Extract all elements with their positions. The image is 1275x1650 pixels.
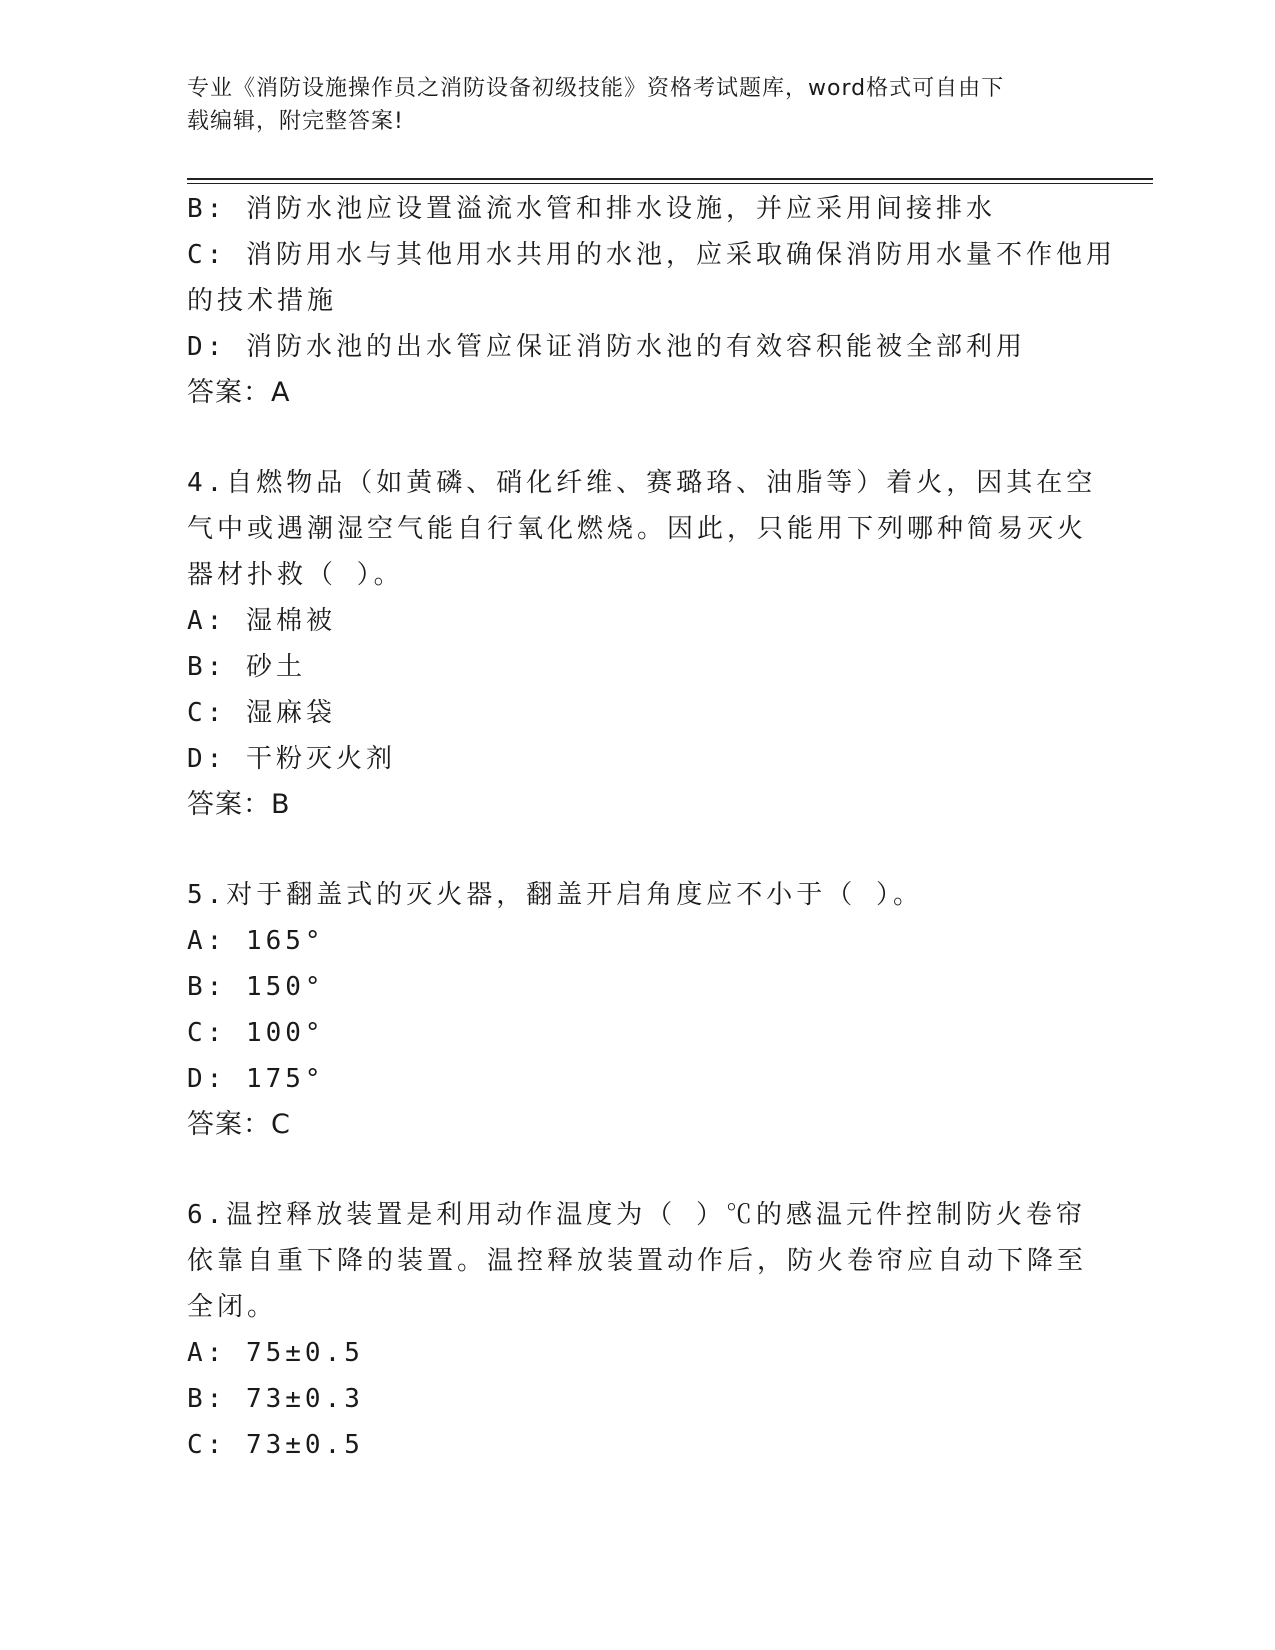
q3-option-c-line-2: 的技术措施	[187, 286, 338, 316]
q4-stem-line-2: 气中或遇潮湿空气能自行氧化燃烧。因此，只能用下列哪种简易灭火	[187, 514, 1088, 544]
q6-option-c: C: 73±0.5	[187, 1430, 364, 1460]
q6-stem-line-1: 6.温控释放装置是利用动作温度为（ ）℃的感温元件控制防火卷帘	[187, 1200, 1086, 1230]
question-5	[187, 872, 1087, 1148]
q4-option-c: C: 湿麻袋	[187, 698, 336, 728]
header-divider-thin	[187, 183, 1153, 184]
question-4	[187, 460, 1097, 828]
q6-option-b: B: 73±0.3	[187, 1384, 364, 1414]
q3-option-b: B: 消防水池应设置溢流水管和排水设施，并应采用间接排水	[187, 194, 996, 224]
q4-option-b: B: 砂土	[187, 652, 306, 682]
q5-option-b: B: 150°	[187, 972, 325, 1002]
q3-option-c-line-1: C: 消防用水与其他用水共用的水池，应采取确保消防用水量不作他用	[187, 240, 1116, 270]
q5-option-d: D: 175°	[187, 1064, 325, 1094]
q6-stem-line-2: 依靠自重下降的装置。温控释放装置动作后，防火卷帘应自动下降至	[187, 1246, 1088, 1276]
q5-option-a: A: 165°	[187, 926, 325, 956]
q4-stem-line-1: 4.自燃物品（如黄磷、硝化纤维、赛璐珞、油脂等）着火，因其在空	[187, 468, 1097, 498]
q4-option-a: A: 湿棉被	[187, 606, 336, 636]
q4-stem-line-3: 器材扑救（ ）。	[187, 560, 404, 590]
page-header	[187, 72, 1067, 138]
q3-option-d: D: 消防水池的出水管应保证消防水池的有效容积能被全部利用	[187, 332, 1026, 362]
header-divider-thick	[187, 178, 1153, 180]
header-line-2: 载编辑，附完整答案!	[187, 109, 404, 134]
question-3-tail	[187, 186, 1116, 416]
question-content	[187, 186, 1116, 1468]
q3-answer: 答案：A	[187, 377, 291, 408]
q5-stem: 5.对于翻盖式的灭火器，翻盖开启角度应不小于（ ）。	[187, 880, 923, 910]
q4-option-d: D: 干粉灭火剂	[187, 744, 396, 774]
q4-answer: 答案：B	[187, 789, 291, 820]
q5-option-c: C: 100°	[187, 1018, 325, 1048]
q6-stem-line-3: 全闭。	[187, 1292, 278, 1322]
header-line-1: 专业《消防设施操作员之消防设备初级技能》资格考试题库，word格式可自由下	[187, 76, 1005, 101]
q6-option-a: A: 75±0.5	[187, 1338, 364, 1368]
q5-answer: 答案：C	[187, 1109, 291, 1140]
question-6	[187, 1192, 1087, 1468]
